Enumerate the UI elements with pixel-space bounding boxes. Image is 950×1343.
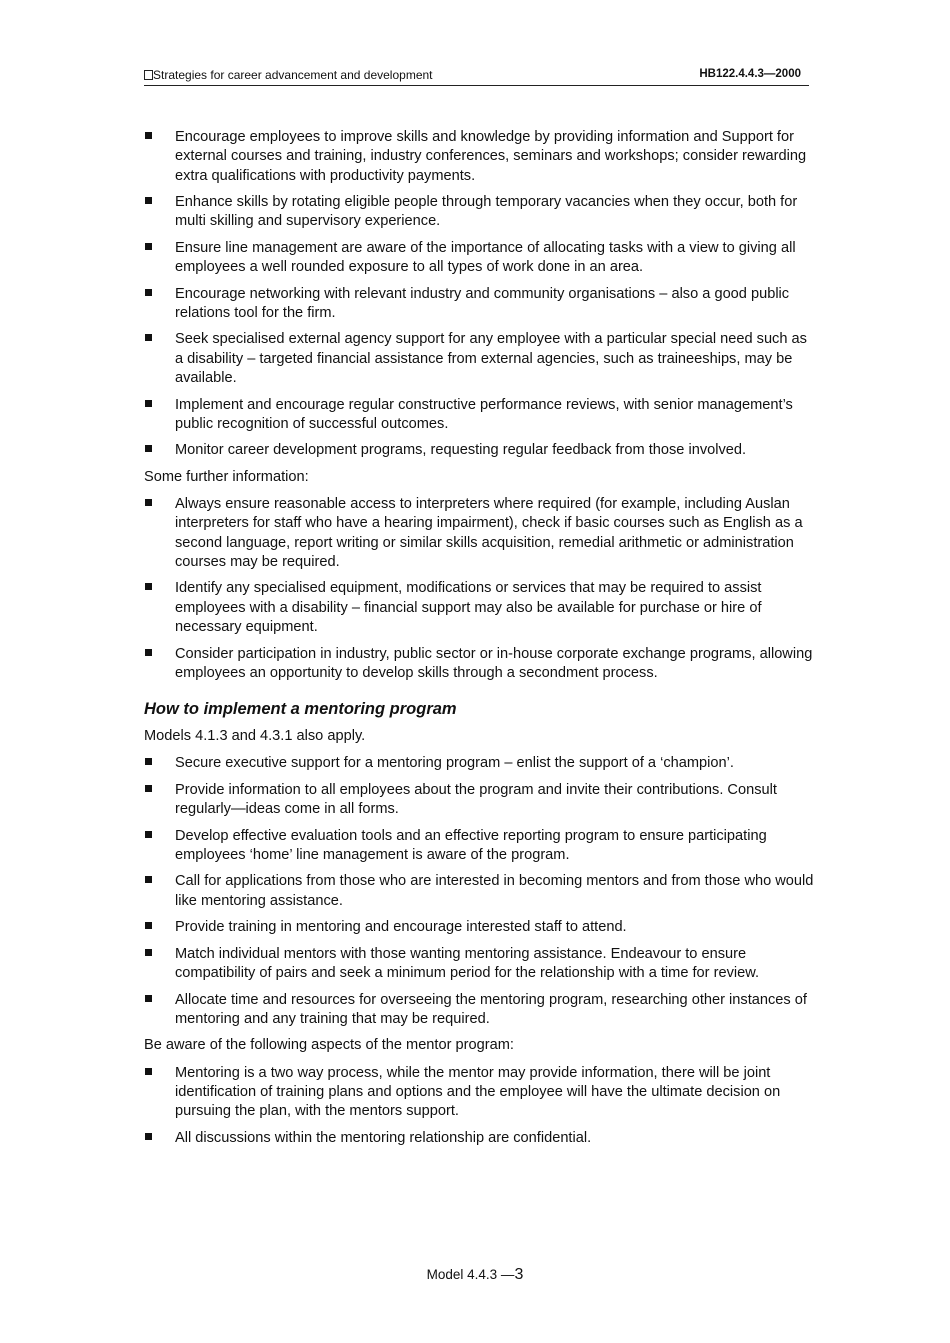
mentor-aspects-list bbox=[144, 1064, 814, 1148]
square-bullet-icon bbox=[145, 1133, 152, 1140]
list-item-text: Identify any specialised equipment, modifications or services that may be required to assist employees with a disability – financial support may also be available for purchase or hire of necessary equipment. bbox=[175, 580, 762, 636]
list-item bbox=[144, 396, 814, 435]
list-item-text: Consider participation in industry, public sector or in-house corporate exchange programs, allowing employees an opportunity to develop skills through a secondment process. bbox=[175, 645, 813, 681]
list-item-text: Encourage employees to improve skills and knowledge by providing information and Support for external courses and training, industry conferences, seminars and workshops; consider rewarding extra qualifications with productivity payments. bbox=[175, 129, 807, 184]
further-info-list bbox=[144, 495, 814, 683]
aware-intro: Be aware of the following aspects of the mentor program: bbox=[144, 1037, 514, 1054]
square-bullet-icon bbox=[145, 445, 152, 452]
mentoring-intro: Models 4.1.3 and 4.3.1 also apply. bbox=[144, 728, 366, 745]
square-bullet-icon bbox=[145, 400, 152, 407]
square-bullet-icon bbox=[145, 289, 152, 296]
list-item bbox=[144, 754, 814, 773]
list-item bbox=[144, 918, 814, 937]
list-item-text: Match individual mentors with those wanting mentoring assistance. Endeavour to ensure compatibility of pairs and seek a minimum period for the relationship with a time for review. bbox=[175, 945, 760, 982]
square-bullet-icon bbox=[145, 922, 152, 929]
list-item bbox=[144, 128, 814, 186]
list-item-text: Secure executive support for a mentoring program – enlist the support of a ‘champion’. bbox=[175, 755, 734, 772]
list-item-text: Seek specialised external agency support for any employee with a particular special need such as a disability – targeted financial assistance from external agencies, such as traineeships, may be available. bbox=[175, 331, 807, 387]
checkbox-glyph-icon bbox=[144, 70, 153, 80]
list-item-text: Implement and encourage regular constructive performance reviews, with senior management’s public recognition of successful outcomes. bbox=[175, 396, 793, 432]
document-body bbox=[144, 128, 814, 1155]
square-bullet-icon bbox=[145, 785, 152, 792]
list-item-text: Provide information to all employees about the program and invite their contributions. Consult regularly—ideas come in all forms. bbox=[175, 781, 777, 818]
square-bullet-icon bbox=[145, 649, 152, 656]
square-bullet-icon bbox=[145, 949, 152, 956]
list-item bbox=[144, 827, 814, 866]
list-item bbox=[144, 193, 814, 232]
list-item-text: All discussions within the mentoring relationship are confidential. bbox=[175, 1129, 592, 1146]
header-title: Strategies for career advancement and development bbox=[153, 68, 433, 82]
header-left bbox=[144, 68, 433, 82]
square-bullet-icon bbox=[145, 831, 152, 838]
square-bullet-icon bbox=[145, 243, 152, 250]
square-bullet-icon bbox=[145, 499, 152, 506]
list-item bbox=[144, 645, 814, 684]
header-document-code: HB122.4.4.3—2000 bbox=[699, 68, 801, 80]
list-item-text: Mentoring is a two way process, while the mentor may provide information, there will be joint identification of training plans and options and the employee will have the ultimate decision on pursuing the plan, with the mentors support. bbox=[175, 1064, 781, 1120]
square-bullet-icon bbox=[145, 758, 152, 765]
page-footer bbox=[0, 1266, 950, 1284]
list-item-text: Call for applications from those who are interested in becoming mentors and from those who would like mentoring assistance. bbox=[175, 873, 814, 909]
square-bullet-icon bbox=[145, 995, 152, 1002]
list-item bbox=[144, 441, 814, 460]
square-bullet-icon bbox=[145, 876, 152, 883]
list-item-text: Develop effective evaluation tools and an effective reporting program to ensure participating employees ‘home’ line management is aware of the program. bbox=[175, 827, 767, 863]
mentoring-steps-list bbox=[144, 754, 814, 1029]
list-item-text: Always ensure reasonable access to interpreters where required (for example, including Auslan interpreters for staff who have a hearing impairment), check if basic courses such as English as a second language, report writing or similar skills acquisition, remedial arithmetic or administration courses may be required. bbox=[175, 496, 803, 570]
list-item-text: Provide training in mentoring and encourage interested staff to attend. bbox=[175, 919, 627, 936]
list-item bbox=[144, 495, 814, 572]
mentoring-heading: How to implement a mentoring program bbox=[144, 700, 457, 719]
footer-label: Model 4.4.3 — bbox=[426, 1267, 515, 1282]
page-header bbox=[144, 66, 809, 86]
list-item bbox=[144, 330, 814, 388]
list-item bbox=[144, 781, 814, 820]
list-item bbox=[144, 1064, 814, 1122]
square-bullet-icon bbox=[145, 197, 152, 204]
list-item-text: Ensure line management are aware of the importance of allocating tasks with a view to giving all employees a well rounded exposure to all types of work done in an area. bbox=[175, 239, 796, 276]
list-item-text: Allocate time and resources for overseeing the mentoring program, researching other instances of mentoring and any training that may be required. bbox=[175, 991, 807, 1027]
list-item bbox=[144, 239, 814, 278]
square-bullet-icon bbox=[145, 1068, 152, 1075]
list-item bbox=[144, 872, 814, 911]
square-bullet-icon bbox=[145, 334, 152, 341]
list-item bbox=[144, 579, 814, 637]
list-item bbox=[144, 1129, 814, 1148]
further-info-intro: Some further information: bbox=[144, 468, 309, 485]
list-item-text: Encourage networking with relevant industry and community organisations – also a good public relations tool for the firm. bbox=[175, 285, 790, 321]
career-strategy-list bbox=[144, 128, 814, 461]
list-item-text: Enhance skills by rotating eligible people through temporary vacancies when they occur, both for multi skilling and supervisory experience. bbox=[175, 194, 798, 230]
list-item bbox=[144, 991, 814, 1030]
list-item bbox=[144, 945, 814, 984]
list-item-text: Monitor career development programs, requesting regular feedback from those involved. bbox=[175, 442, 747, 459]
square-bullet-icon bbox=[145, 132, 152, 139]
page-number: 3 bbox=[514, 1266, 524, 1283]
list-item bbox=[144, 285, 814, 324]
square-bullet-icon bbox=[145, 583, 152, 590]
